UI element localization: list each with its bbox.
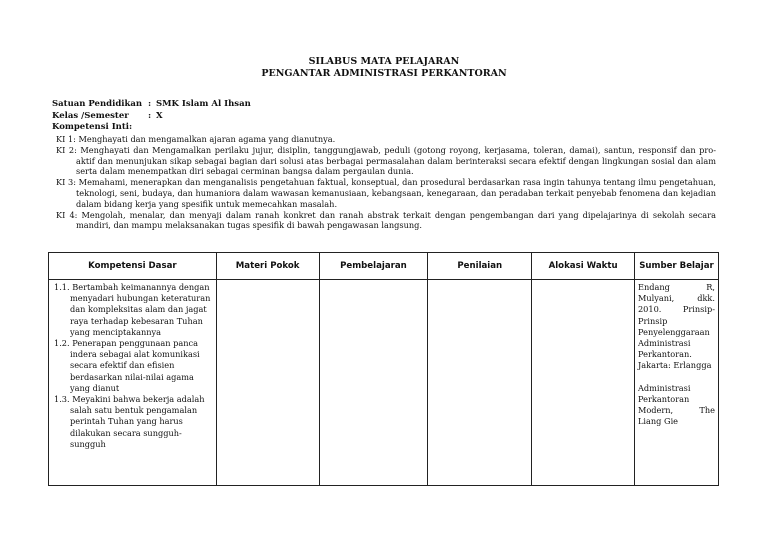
table-row	[49, 280, 719, 486]
separator: :	[148, 99, 152, 109]
col-pembelajaran: Pembelajaran	[319, 253, 428, 280]
kd-item: 1.3. Meyakini bahwa bekerja adalah salah satu bentuk pengamalan perintah Tuhan yang harus dilakukan secara sungguh-sungguh	[54, 394, 205, 449]
school-label: Satuan Pendidikan	[52, 99, 143, 109]
col-alokasi-waktu: Alokasi Waktu	[532, 253, 635, 280]
table-header-row	[49, 253, 719, 280]
class-value: X	[156, 110, 163, 121]
core-competence-label: Kompetensi Inti:	[52, 122, 133, 132]
separator: :	[148, 110, 152, 121]
source-item: Endang R, Mulyani, dkk. 2010. Prinsip-Prinsip Penyelenggaraan Administrasi Perkantoran. Jakarta: Erlangga	[637, 282, 715, 371]
school-value: SMK Islam Al Ihsan	[156, 99, 251, 109]
kd-cell	[49, 280, 217, 486]
core-competence-list	[52, 134, 716, 231]
document-title: SILABUS MATA PELAJARAN	[308, 56, 460, 67]
sumber-cell	[634, 280, 718, 486]
ki-1: KI 1: Menghayati dan mengamalkan ajaran agama yang dianutnya.	[56, 134, 336, 144]
source-item: Administrasi Perkantoran Modern, The Liang Gie	[637, 382, 715, 427]
alokasi-cell	[532, 280, 635, 486]
penilaian-cell	[428, 280, 532, 486]
col-kompetensi-dasar: Kompetensi Dasar	[49, 253, 217, 280]
col-penilaian: Penilaian	[428, 253, 532, 280]
ki-2: KI 2: Menghayati dan Mengamalkan perilaku jujur, disiplin, tanggungjawab, peduli (gotong royong, kerjasama, toleran, damai), santun, responsif dan pro-aktif dan menunjukan sikap sebagai bagian dari solusi atas berbagai permasalahan dalam berinteraksi secara efektif dengan lingkungan sosial dan alam serta dalam menempatkan diri sebagai cerminan bangsa dalam pergaulan dunia.	[56, 144, 716, 177]
class-label: Kelas /Semester	[52, 110, 129, 121]
col-sumber-belajar: Sumber Belajar	[634, 253, 718, 280]
ki-3: KI 3: Memahami, menerapkan dan menganalisis pengetahuan faktual, konseptual, dan prosedural berdasarkan rasa ingin tahunya tentang ilmu pengetahuan, teknologi, seni, budaya, dan humaniora dalam wawasan kemanusiaan, kebangsaan, kenegaraan, dan peradaban terkait penyebab fenomena dan kejadian dalam bidang kerja yang spesifik untuk memecahkan masalah.	[56, 177, 716, 209]
materi-cell	[216, 280, 319, 486]
ki-4: KI 4: Mengolah, menalar, dan menyaji dalam ranah konkret dan ranah abstrak terkait dengan pengembangan dari yang dipelajarinya di sekolah secara mandiri, dan mampu melaksanakan tugas spesifik di bawah pengawasan langsung.	[56, 209, 716, 231]
document-subtitle: PENGANTAR ADMINISTRASI PERKANTORAN	[261, 68, 507, 79]
col-materi-pokok: Materi Pokok	[216, 253, 319, 280]
pembelajaran-cell	[319, 280, 428, 486]
kd-item: 1.2. Penerapan penggunaan panca indera sebagai alat komunikasi secara efektif dan efisien berdasarkan nilai-nilai agama yang dianut	[54, 338, 200, 393]
syllabus-table	[48, 252, 719, 486]
kd-item: 1.1. Bertambah keimanannya dengan menyadari hubungan keteraturan dan kompleksitas alam dan jagat raya terhadap kebesaran Tuhan yang menciptakannya	[54, 282, 211, 337]
syllabus-meta	[52, 99, 251, 134]
